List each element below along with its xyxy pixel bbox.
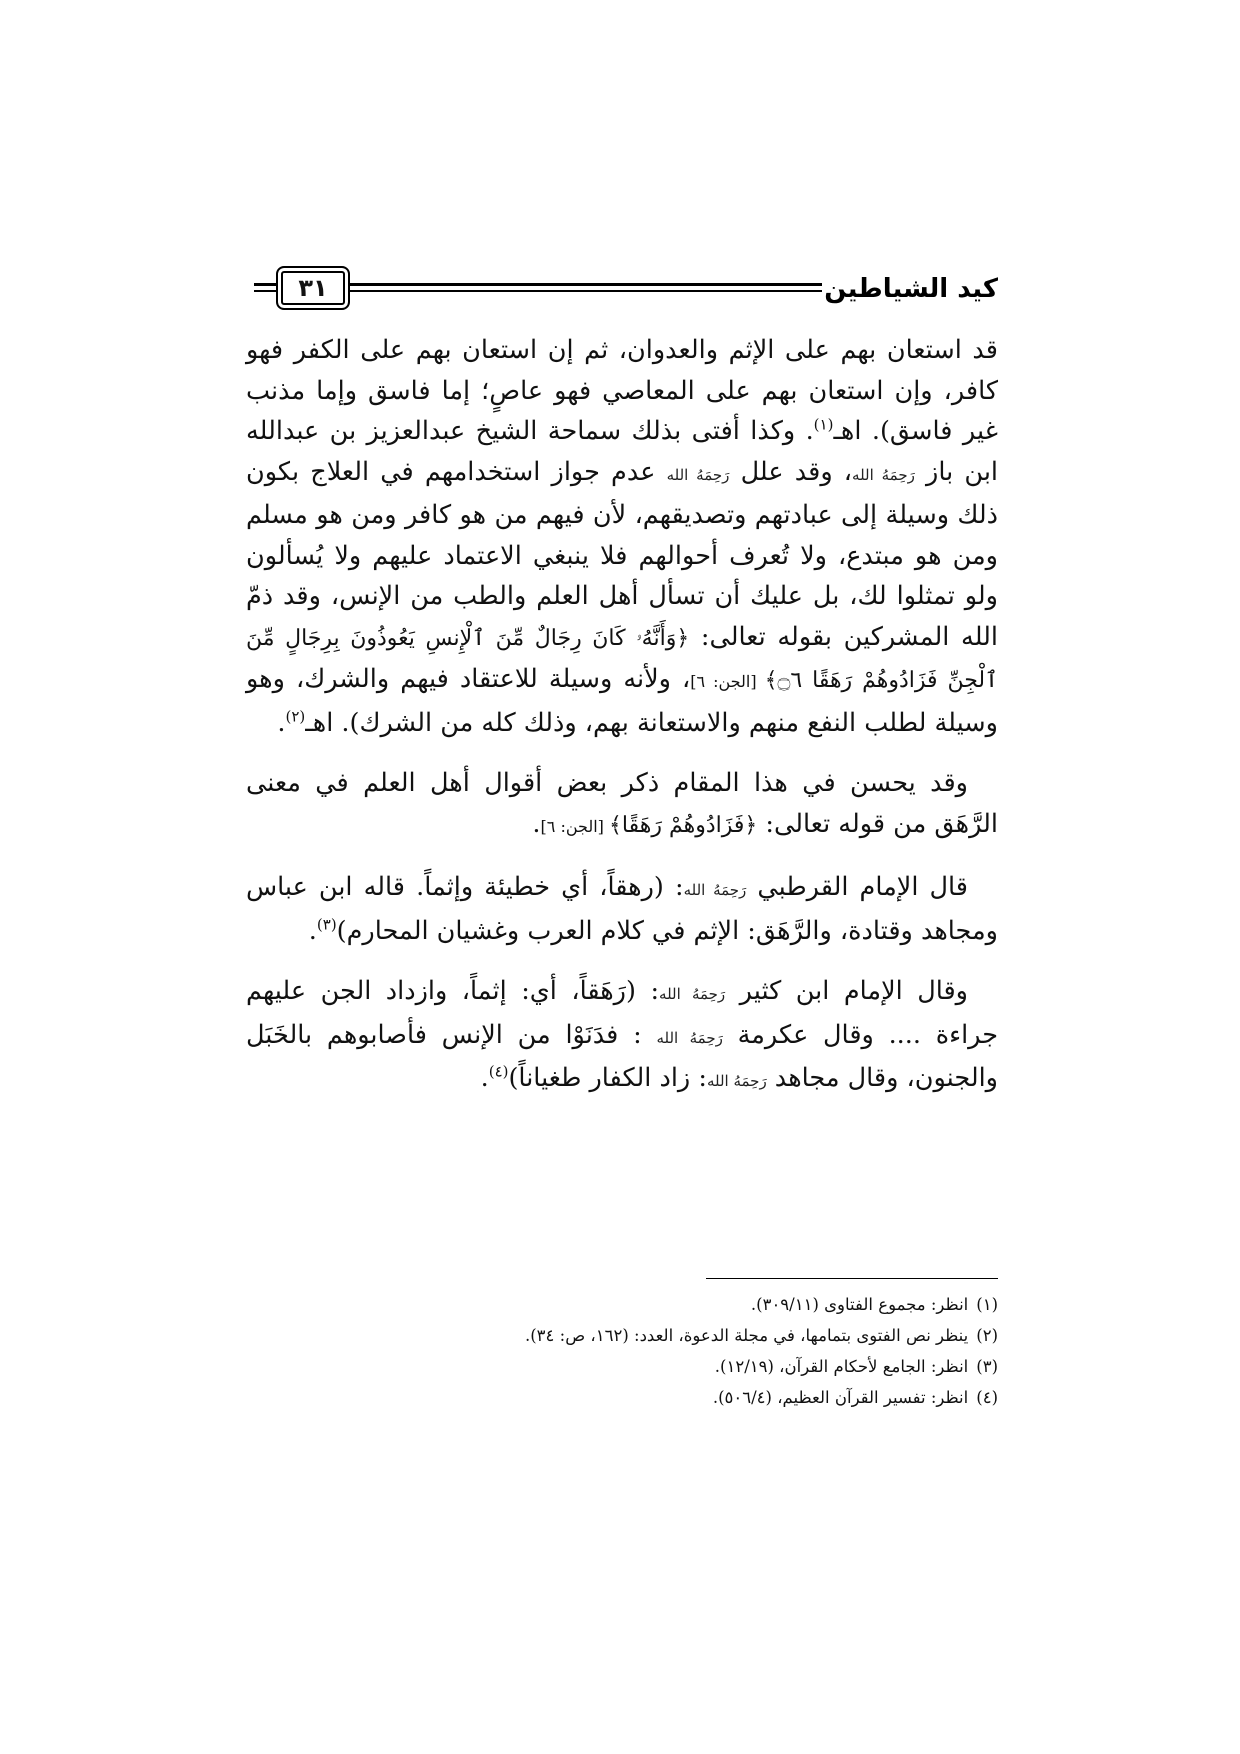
text-run: قد استعان بهم على الإثم والعدوان، ثم إن استعان بهم على الكفر فهو كافر، وإن استعان بهم على المعاصي فهو عاصٍ؛ إما فاسق وإما مذنب غير فاسق). اهـ (246, 335, 998, 446)
honorific-glyph: رَحِمَهُ الله (706, 1072, 767, 1090)
footnote-ref-3: (٣) (316, 915, 337, 933)
header-rule (350, 283, 822, 292)
paragraph-3 (246, 867, 998, 951)
sura-reference: [الجن: ٦] (540, 816, 610, 836)
text-run: . (308, 915, 317, 946)
footnote-number: (٤) (976, 1388, 998, 1407)
text-run: . وكذا أفتى بذلك سماحة الشيخ عبدالعزيز بن عبدالله ابن باز (246, 416, 998, 487)
text-run: وقال الإمام ابن كثير (725, 976, 968, 1006)
main-text (246, 330, 998, 1122)
quran-verse: ﴿وَأَنَّهُۥ كَانَ رِجَالٌ مِّنَ ٱلْإِنسِ يَعُوذُونَ بِرِجَالٍ مِّنَ ٱلْجِنِّ فَزَادُوهُمْ رَهَقًا ۝٦﴾ (246, 625, 998, 693)
footnote-4 (246, 1382, 998, 1413)
footnote-3 (246, 1351, 998, 1382)
footnote-divider (706, 1278, 998, 1279)
footnote-1 (246, 1289, 998, 1320)
sura-reference: [الجن: ٦] (690, 672, 765, 691)
text-run: قال الإمام القرطبي (746, 872, 968, 902)
text-run: وقد يحسن في هذا المقام ذكر بعض أقوال أهل العلم في معنى الرَّهَق من قوله تعالى: (246, 768, 998, 839)
text-run: . (480, 1063, 489, 1093)
honorific-glyph: رَحِمَهُ الله (683, 881, 747, 899)
honorific-glyph: رَحِمَهُ الله (659, 985, 726, 1003)
text-run: ، وقد علل (729, 456, 853, 487)
text-run: : فدَنَوْا من الإنس فأصابوهم بالخَبَل والجنون، وقال مجاهد (246, 1019, 998, 1093)
text-run: عدم جواز استخدامهم في العلاج بكون ذلك وسيلة إلى عبادتهم وتصديقهم، لأن فيهم من هو كافر ومن هو مسلم ومن هو مبتدع، ولا تُعرف أحوالهم فلا ينبغي الاعتماد عليهم ولا يُسألون ولو تمثلوا لك، بل عليك أن تسأل أهل العلم والطب من الإنس، وقد ذمّ الله المشركين بقوله تعالى: (246, 456, 998, 652)
text-run: : (رَهَقاً، أي: إثماً، وازداد الجن عليهم جراءة .... وقال عكرمة (246, 976, 998, 1050)
footnote-text: انظر: تفسير القرآن العظيم، (٥٠٦/٤). (712, 1388, 969, 1407)
footnote-ref-1: (١) (813, 415, 834, 434)
footnote-number: (٢) (976, 1326, 998, 1345)
text-run: : زاد الكفار طغياناً) (508, 1063, 707, 1093)
footnote-ref-2: (٢) (285, 707, 306, 725)
book-title: كيد الشياطين (824, 274, 998, 304)
honorific-glyph: رَحِمَهُ الله (656, 1028, 723, 1047)
header-rule-end (254, 283, 276, 292)
paragraph-4 (246, 971, 998, 1102)
text-run: . (532, 808, 541, 839)
quran-verse: ﴿فَزَادُوهُمْ رَهَقًا﴾ (609, 812, 758, 838)
footnote-text: انظر: مجموع الفتاوى (٣٠٩/١١). (750, 1295, 969, 1314)
footnotes (246, 1278, 998, 1413)
text-run: : (رهقاً، أي خطيئة وإثماً. قاله ابن عباس ومجاهد وقتادة، والرَّهَق: الإثم في كلام العرب وغشيان المحارم) (246, 872, 998, 946)
page-number: ٣١ (276, 266, 350, 310)
paragraph-2 (246, 763, 998, 847)
footnote-2 (246, 1320, 998, 1351)
footnote-text: ينظر نص الفتوى بتمامها، في مجلة الدعوة، العدد: (١٦٢، ص: ٣٤). (524, 1326, 969, 1345)
page-header (254, 266, 998, 312)
honorific-glyph: رَحِمَهُ الله (852, 465, 915, 484)
text-run: ، ولأنه وسيلة للاعتقاد فيهم والشرك، وهو وسيلة لطلب النفع منهم والاستعانة بهم، وذلك كله من الشرك). اهـ (246, 664, 998, 738)
text-run: . (277, 707, 286, 738)
footnote-text: انظر: الجامع لأحكام القرآن، (١٢/١٩). (714, 1357, 969, 1376)
footnote-number: (٣) (976, 1357, 998, 1376)
paragraph-1 (246, 330, 998, 743)
honorific-glyph: رَحِمَهُ الله (666, 465, 730, 484)
footnote-ref-4: (٤) (488, 1062, 509, 1081)
footnote-number: (١) (976, 1295, 998, 1314)
